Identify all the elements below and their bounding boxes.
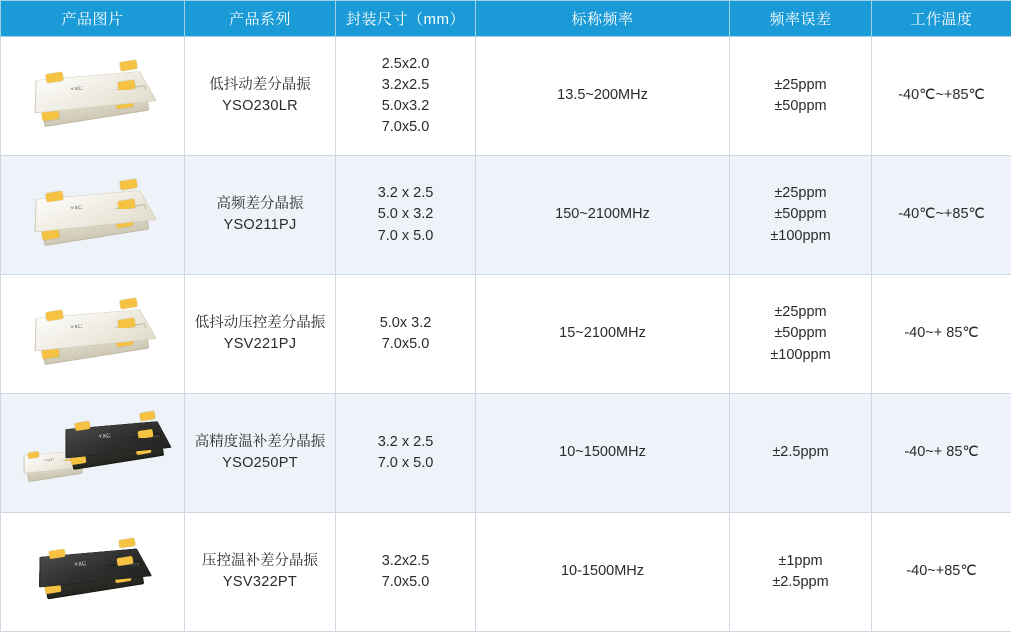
table-row [1,156,1011,275]
package-size: 5.0x 3.2 [379,314,432,331]
series-model: YSO211PJ [223,217,297,233]
nominal-frequency-cell: 15~2100MHz [476,275,730,394]
series-title: 高频差分晶振 [216,195,304,212]
table-header-row [1,1,1011,37]
column-header-product-series: 产品系列 [185,1,336,37]
series-title: 压控温补差分晶振 [202,552,318,569]
product-image-cell [1,394,185,513]
oscillator-package-image: YXC YSO211 PJ [18,168,168,263]
product-series-cell [185,156,336,275]
frequency-tolerance-cell [730,394,872,513]
nominal-frequency-cell: 13.5~200MHz [476,37,730,156]
oscillator-package-image: YXC YSV221 PJ [18,287,168,382]
product-image-cell [1,513,185,632]
package-size: 3.2x2.5 [381,76,430,93]
tolerance-value: ±2.5ppm [772,574,829,590]
operating-temperature-cell: -40℃~+85℃ [872,156,1011,275]
operating-temperature-cell: -40℃~+85℃ [872,37,1011,156]
table-row [1,513,1011,632]
package-size-cell [336,275,476,394]
package-size: 7.0x5.0 [381,336,430,352]
nominal-frequency-cell: 10-1500MHz [476,513,730,632]
package-size: 3.2 x 2.5 [377,433,434,450]
nominal-frequency-cell: 10~1500MHz [476,394,730,513]
tolerance-value: ±25ppm [774,185,827,202]
series-model: YSO250PT [222,455,298,471]
product-series-cell [185,513,336,632]
series-model: YSO230LR [222,98,298,114]
package-size: 7.0x5.0 [381,574,430,590]
column-header-product-image: 产品图片 [1,1,185,37]
oscillator-package-image: YXC YSV322 PT [18,525,168,620]
tolerance-value: ±1ppm [778,552,823,569]
oscillator-package-image: YXC YSO250 YXC YSO250 PT [18,406,168,501]
tolerance-value: ±25ppm [774,76,827,93]
product-series-cell [185,394,336,513]
column-header-nominal-frequency: 标称频率 [476,1,730,37]
tolerance-value: ±2.5ppm [772,444,829,461]
series-model: YSV322PT [222,574,298,590]
package-size-cell [336,394,476,513]
column-header-frequency-tolerance: 频率误差 [730,1,872,37]
operating-temperature-cell: -40~+ 85℃ [872,275,1011,394]
frequency-tolerance-cell [730,513,872,632]
package-size: 7.0 x 5.0 [377,455,434,471]
package-size: 3.2x2.5 [381,552,430,569]
operating-temperature-cell: -40~+ 85℃ [872,394,1011,513]
series-title: 高精度温补差分晶振 [194,433,326,450]
table-row [1,394,1011,513]
product-image-cell [1,37,185,156]
product-series-cell [185,37,336,156]
table-row [1,37,1011,156]
package-size: 2.5x2.0 [381,55,430,72]
tolerance-value: ±100ppm [770,346,831,363]
package-size: 3.2 x 2.5 [377,185,434,202]
series-model: YSV221PJ [223,336,297,352]
package-size: 5.0x3.2 [381,98,430,114]
column-header-operating-temperature: 工作温度 [872,1,1011,37]
tolerance-value: ±25ppm [774,304,827,321]
product-image-cell [1,156,185,275]
oscillator-package-image: YXC YSO230 LR [18,49,168,144]
column-header-package-size: 封装尺寸（mm） [336,1,476,37]
package-size-cell [336,156,476,275]
nominal-frequency-cell: 150~2100MHz [476,156,730,275]
frequency-tolerance-cell [730,275,872,394]
product-series-cell [185,275,336,394]
series-title: 低抖动差分晶振 [209,76,311,93]
package-size: 7.0 x 5.0 [377,227,434,244]
tolerance-value: ±50ppm [774,206,827,223]
product-image-cell [1,275,185,394]
tolerance-value: ±100ppm [770,227,831,244]
package-size: 5.0 x 3.2 [377,206,434,223]
table-row [1,275,1011,394]
frequency-tolerance-cell [730,156,872,275]
frequency-tolerance-cell [730,37,872,156]
tolerance-value: ±50ppm [774,325,827,342]
package-size-cell [336,37,476,156]
series-title: 低抖动压控差分晶振 [194,314,326,331]
package-size-cell [336,513,476,632]
package-size: 7.0x5.0 [381,119,430,136]
tolerance-value: ±50ppm [774,98,827,114]
operating-temperature-cell: -40~+85℃ [872,513,1011,632]
